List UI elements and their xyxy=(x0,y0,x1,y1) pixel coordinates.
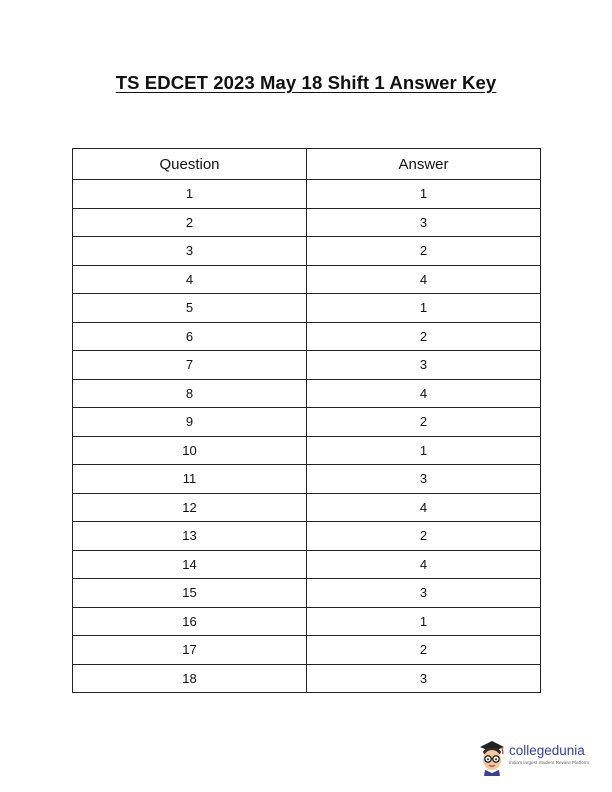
answer-cell: 3 xyxy=(307,664,541,693)
answer-key-table xyxy=(72,148,541,693)
header-answer: Answer xyxy=(307,149,541,180)
table-row xyxy=(73,522,541,551)
table-row xyxy=(73,408,541,437)
question-cell: 11 xyxy=(73,465,307,494)
table-row xyxy=(73,294,541,323)
document-title: TS EDCET 2023 May 18 Shift 1 Answer Key xyxy=(115,72,497,93)
question-cell: 15 xyxy=(73,579,307,608)
answer-cell: 3 xyxy=(307,465,541,494)
question-cell: 18 xyxy=(73,664,307,693)
question-cell: 5 xyxy=(73,294,307,323)
question-cell: 12 xyxy=(73,493,307,522)
question-cell: 13 xyxy=(73,522,307,551)
table-row xyxy=(73,493,541,522)
table-row xyxy=(73,237,541,266)
answer-cell: 2 xyxy=(307,522,541,551)
table-row xyxy=(73,607,541,636)
table-row xyxy=(73,265,541,294)
answer-cell: 2 xyxy=(307,408,541,437)
logo-tagline: India's largest Student Review Platform xyxy=(509,760,590,765)
answer-cell: 4 xyxy=(307,379,541,408)
question-cell: 7 xyxy=(73,351,307,380)
table-row xyxy=(73,550,541,579)
table-row xyxy=(73,379,541,408)
table-row xyxy=(73,208,541,237)
answer-cell: 1 xyxy=(307,294,541,323)
question-cell: 6 xyxy=(73,322,307,351)
collegedunia-logo xyxy=(476,738,606,778)
question-cell: 9 xyxy=(73,408,307,437)
answer-cell: 4 xyxy=(307,265,541,294)
answer-cell: 3 xyxy=(307,351,541,380)
question-cell: 10 xyxy=(73,436,307,465)
table-body xyxy=(73,180,541,693)
answer-cell: 1 xyxy=(307,180,541,209)
answer-cell: 3 xyxy=(307,208,541,237)
question-cell: 8 xyxy=(73,379,307,408)
table-row xyxy=(73,322,541,351)
table-header-row xyxy=(73,149,541,180)
question-cell: 3 xyxy=(73,237,307,266)
table-row xyxy=(73,664,541,693)
answer-cell: 2 xyxy=(307,237,541,266)
answer-cell: 1 xyxy=(307,607,541,636)
table-row xyxy=(73,351,541,380)
mascot-icon xyxy=(476,738,508,778)
table-row xyxy=(73,579,541,608)
answer-cell: 4 xyxy=(307,550,541,579)
answer-cell: 4 xyxy=(307,493,541,522)
question-cell: 14 xyxy=(73,550,307,579)
question-cell: 2 xyxy=(73,208,307,237)
question-cell: 4 xyxy=(73,265,307,294)
question-cell: 1 xyxy=(73,180,307,209)
answer-cell: 1 xyxy=(307,436,541,465)
logo-brand-text: collegedunia xyxy=(509,743,585,758)
header-question: Question xyxy=(73,149,307,180)
question-cell: 17 xyxy=(73,636,307,665)
table-row xyxy=(73,636,541,665)
question-cell: 16 xyxy=(73,607,307,636)
answer-cell: 2 xyxy=(307,636,541,665)
table-row xyxy=(73,465,541,494)
answer-cell: 3 xyxy=(307,579,541,608)
table-row xyxy=(73,180,541,209)
answer-cell: 2 xyxy=(307,322,541,351)
table-row xyxy=(73,436,541,465)
